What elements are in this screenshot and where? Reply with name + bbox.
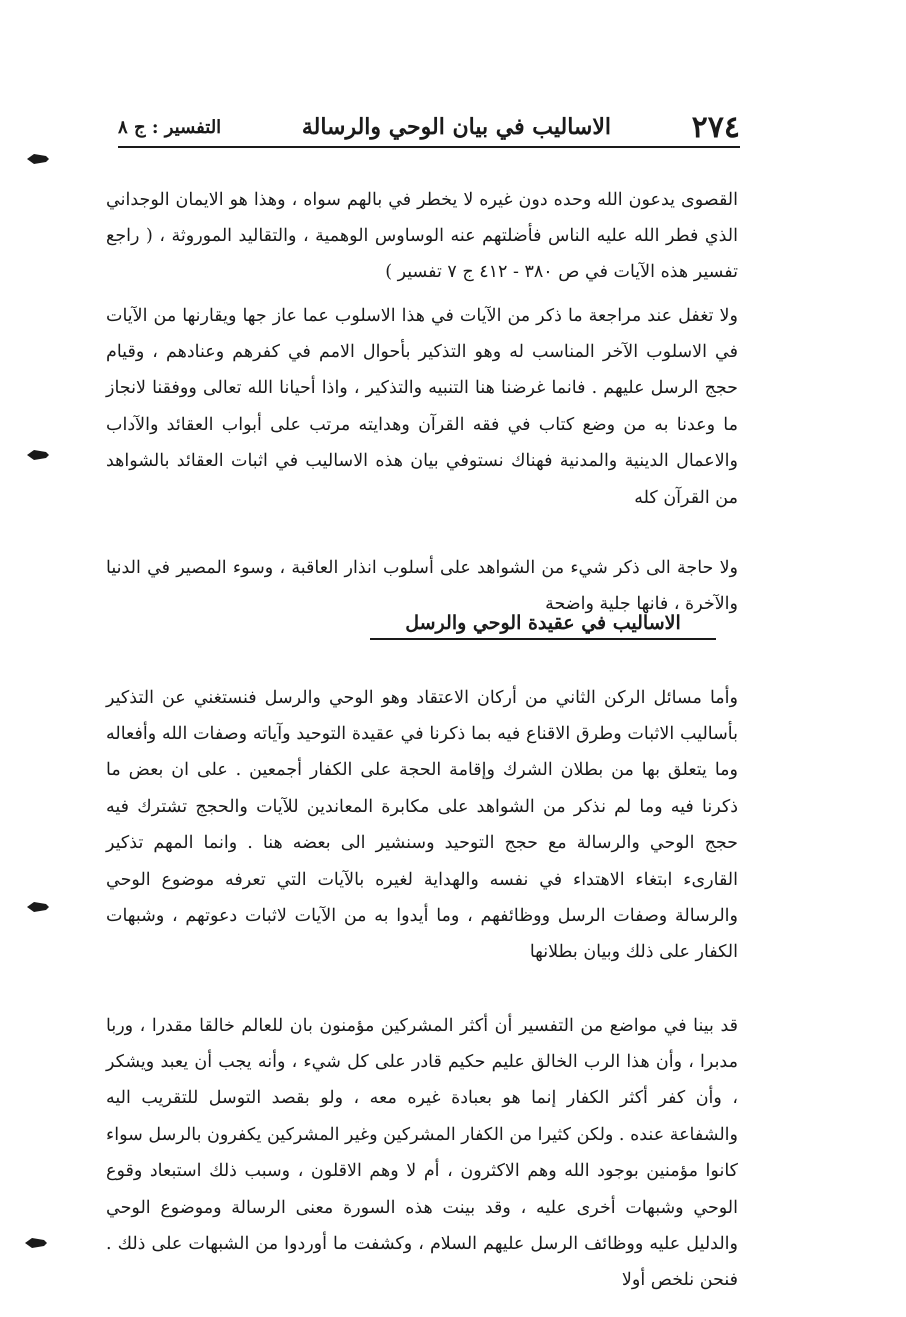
- margin-hand-icon: [24, 1236, 48, 1250]
- paragraph: ولا حاجة الى ذكر شيء من الشواهد على أسلوب انذار العاقبة ، وسوء المصير في الدنيا والآخرة ، فانها جلية واضحة: [106, 557, 738, 614]
- margin-hand-icon: [26, 900, 50, 914]
- page-header: [118, 108, 740, 148]
- section-heading: الاساليب في عقيدة الوحي والرسل: [370, 612, 716, 640]
- margin-hand-icon: [26, 448, 50, 462]
- page-number: ٢٧٤: [691, 109, 740, 145]
- section-tag: التفسير : ج ٨: [118, 116, 222, 138]
- margin-hand-icon: [26, 152, 50, 166]
- paragraph: ولا تغفل عند مراجعة ما ذكر من الآيات في هذا الاسلوب عما عاز جها ويقارنها من الآيات في الاسلوب الآخر المناسب له وهو التذكير بأحوال الامم في كفرهم وعنادهم ، وقيام حجج الرسل عليهم . فانما غرضنا هنا التنبيه والتذكير ، واذا أحيانا الله تعالى ووفقنا لانجاز ما وعدنا به من وضع كتاب في فقه القرآن وهدايته مرتب على أبواب العقائد والآداب والاعمال الدينية والمدنية فهناك نستوفي بيان هذه الاساليب في اثبات العقائد بالشواهد من القرآن كله: [106, 305, 738, 508]
- paragraph: قد بينا في مواضع من التفسير أن أكثر المشركين مؤمنون بان للعالم خالقا مقدرا ، وربا مدبرا ، وأن هذا الرب الخالق عليم حكيم قادر على كل شيء ، وأنه يجب أن يعبد ويشكر ، وأن كفر أكثر الكفار إنما هو بعبادة غيره معه ، ولو بقصد التوسل للتقريب اليه والشفاعة عنده . ولكن كثيرا من الكفار المشركين وغير المشركين يكفرون بالرسل سواء كانوا مؤمنين بوجود الله وهم الاكثرون ، أم لا وهم الاقلون ، وسبب ذلك استبعاد وقوع الوحي وشبهات أخرى عليه ، وقد بينت هذه السورة معنى الرسالة وموضوع الوحي والدليل عليه ووظائف الرسل عليهم السلام ، وكشفت ما أوردوا من الشبهات على ذلك . فنحن نلخص أولا: [106, 1015, 738, 1291]
- paragraph: القصوى يدعون الله وحده دون غيره لا يخطر في بالهم سواه ، وهذا هو الايمان الوجداني الذي فطر الله عليه الناس فأضلتهم عنه الوساوس الوهمية ، والتقاليد الموروثة ، ( راجع تفسير هذه الآيات في ص ٣٨٠ - ٤١٢ ج ٧ تفسير ): [106, 189, 738, 283]
- running-title: الاساليب في بيان الوحي والرسالة: [301, 114, 612, 140]
- paragraph: وأما مسائل الركن الثاني من أركان الاعتقاد وهو الوحي والرسل فنستغني عن التذكير بأساليب الاثبات وطرق الاقناع فيه بما ذكرنا في عقيدة التوحيد وآياته وصفات الله وأفعاله وما يتعلق بها من بطلان الشرك وإقامة الحجة على الكفار أجمعين . على ان بعض ما ذكرنا فيه وما لم نذكر من الشواهد على مكابرة المعاندين للآيات والحجج تشترك فيه حجج الوحي والرسالة مع حجج التوحيد وسنشير الى بعضه هنا . وانما المهم تذكير القارىء ابتغاء الاهتداء في نفسه والهداية لغيره بالآيات التي تعرفه موضوع الوحي والرسالة وصفات الرسل ووظائفهم ، وما أيدوا به من الآيات لاثبات دعوتهم ، وشبهات الكفار على ذلك وبيان بطلانها: [106, 687, 738, 963]
